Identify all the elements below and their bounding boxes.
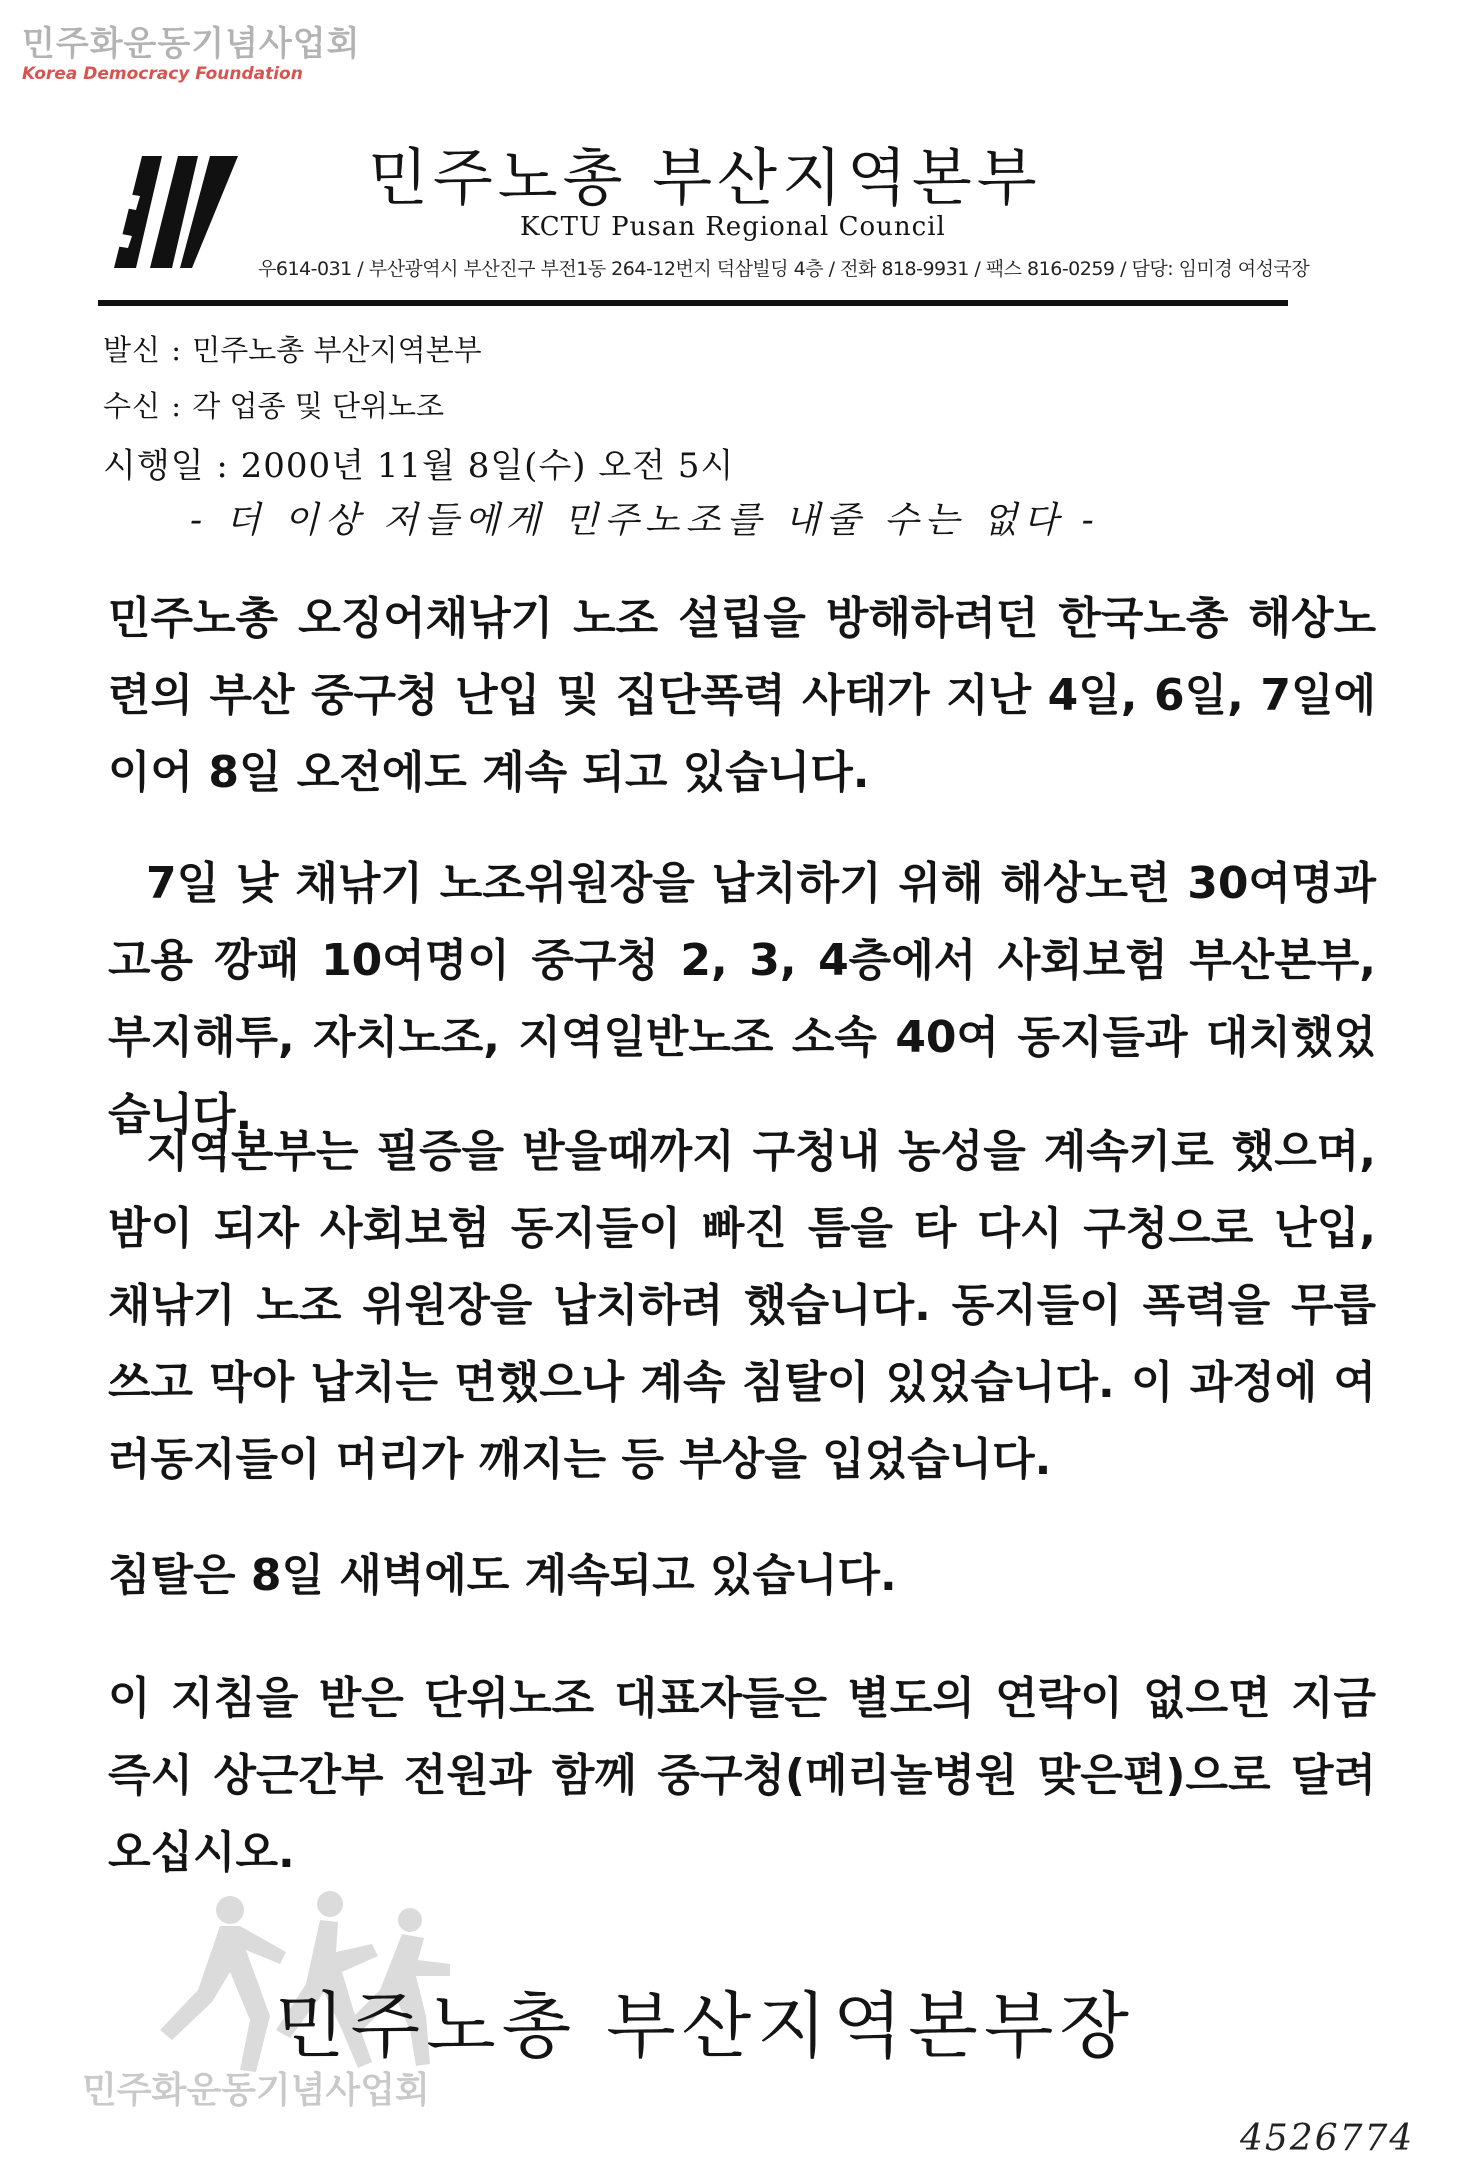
recipient-label: 수신 : bbox=[103, 389, 193, 423]
organization-english-name: KCTU Pusan Regional Council bbox=[520, 212, 946, 242]
date-line bbox=[103, 438, 734, 487]
sender-line bbox=[103, 328, 482, 369]
date-label: 시행일 : bbox=[103, 446, 241, 486]
organization-address: 우614-031 / 부산광역시 부산진구 부전1동 264-12번지 덕삼빌딩 4층 / 전화 818-9931 / 팩스 816-0259 / 담당: 임미경 여성국장 bbox=[258, 258, 1310, 280]
body-paragraph-2: 7일 낮 채낚기 노조위원장을 납치하기 위해 해상노련 30여명과 고용 깡패 10여명이 중구청 2, 3, 4층에서 사회보험 부산본부, 부지해투, 자치노조, 지역일반노조 소속 40여 동지들과 대치했었습니다. bbox=[108, 858, 1376, 1140]
watermark-korean: 민주화운동기념사업회 bbox=[22, 24, 361, 64]
organization-title: 민주노총 부산지역본부 bbox=[368, 141, 1042, 214]
watermark-english: Korea Democracy Foundation bbox=[22, 64, 303, 84]
kctu-logo-icon bbox=[100, 150, 240, 270]
sender-value: 민주노총 부산지역본부 bbox=[192, 333, 482, 367]
signature: 민주노총 부산지역본부장 bbox=[275, 1984, 1135, 2068]
sender-label: 발신 : bbox=[103, 333, 193, 367]
recipient-line bbox=[103, 384, 444, 425]
recipient-value: 각 업종 및 단위노조 bbox=[192, 389, 445, 423]
watermark-bottom-text: 민주화운동기념사업회 bbox=[82, 2070, 430, 2111]
date-value: 2000년 11월 8일(수) 오전 5시 bbox=[240, 446, 735, 486]
document-subtitle: - 더 이상 저들에게 민주노조를 내줄 수는 없다 - bbox=[190, 500, 1100, 541]
body-paragraph-5: 이 지침을 받은 단위노조 대표자들은 별도의 연락이 없으면 지금 즉시 상근간부 전원과 함께 중구청(메리놀병원 맞은편)으로 달려오십시오. bbox=[108, 1673, 1376, 1878]
document-number: 4526774 bbox=[1240, 2118, 1415, 2159]
body-paragraph-1: 민주노총 오징어채낚기 노조 설립을 방해하려던 한국노총 해상노련의 부산 중구청 난입 및 집단폭력 사태가 지난 4일, 6일, 7일에 이어 8일 오전에도 계속 되고 있습니다. bbox=[108, 593, 1376, 798]
letterhead-divider bbox=[98, 300, 1288, 306]
body-paragraph-3: 지역본부는 필증을 받을때까지 구청내 농성을 계속키로 했으며, 밤이 되자 사회보험 동지들이 빠진 틈을 타 다시 구청으로 난입, 채낚기 노조 위원장을 납치하려 했습니다. 동지들이 폭력을 무릅쓰고 막아 납치는 면했으나 계속 침탈이 있었습니다. 이 과정에 여러동지들이 머리가 깨지는 등 부상을 입었습니다. bbox=[108, 1126, 1376, 1485]
body-paragraph-4: 침탈은 8일 새벽에도 계속되고 있습니다. bbox=[108, 1550, 897, 1601]
